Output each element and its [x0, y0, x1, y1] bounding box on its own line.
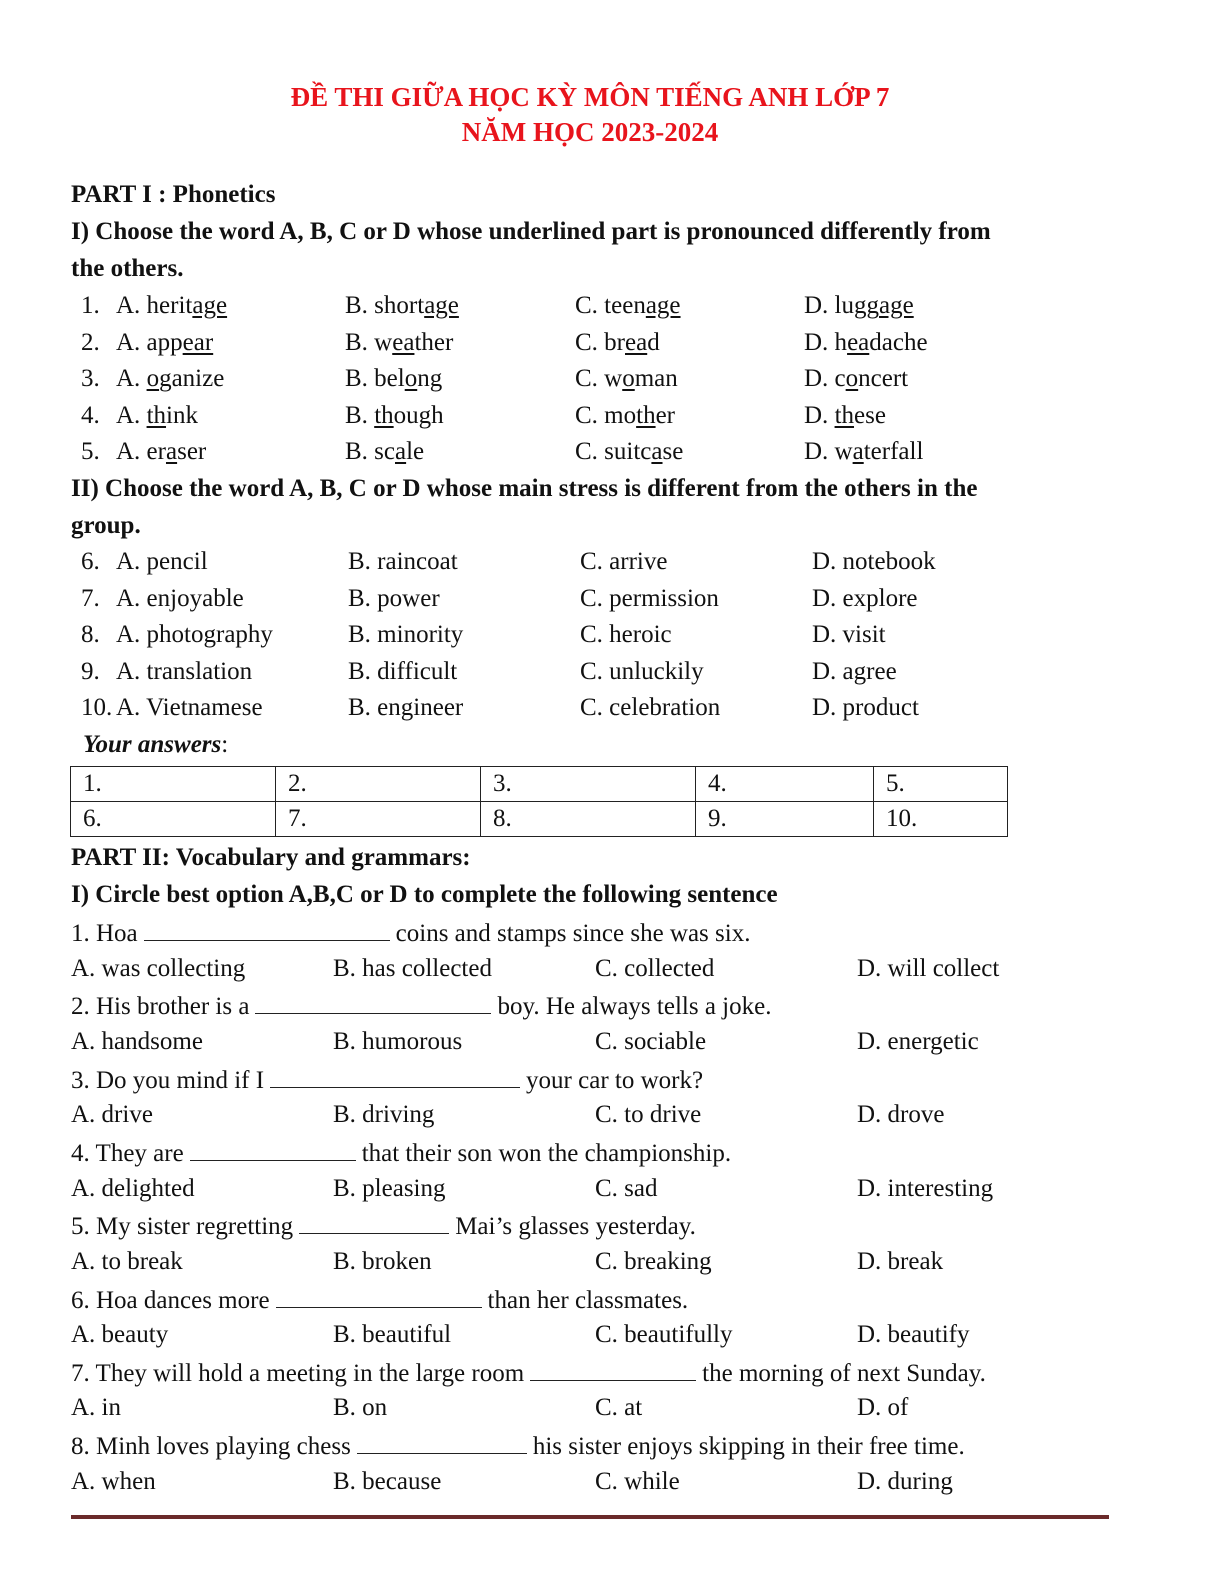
underlined-part: th: [146, 401, 167, 429]
question-sentence: 7. They will hold a meeting in the large room the morning of next Sunday.: [71, 1359, 986, 1387]
option-c[interactable]: C. unluckily: [580, 657, 704, 685]
answer-cell[interactable]: 1.: [71, 767, 276, 802]
option-b[interactable]: B. though: [345, 401, 444, 429]
question-number: 4.: [81, 401, 100, 429]
exam-title: ĐỀ THI GIỮA HỌC KỲ MÔN TIẾNG ANH LỚP 7: [290, 82, 890, 112]
underlined-part: ea: [847, 328, 870, 356]
option-c[interactable]: C. arrive: [580, 548, 668, 575]
underlined-part: ea: [392, 328, 415, 356]
answer-cell[interactable]: 7.: [276, 802, 481, 837]
option-b[interactable]: B. weather: [345, 328, 454, 356]
underlined-part: age: [645, 292, 681, 319]
part1-heading: PART I : Phonetics: [71, 181, 276, 208]
question-number: 7.: [81, 584, 100, 612]
option-a[interactable]: A. Vietnamese: [116, 694, 263, 722]
option-c[interactable]: C. breaking: [595, 1247, 712, 1275]
option-a[interactable]: A. oganize: [116, 365, 225, 393]
option-a[interactable]: A. to break: [71, 1247, 183, 1275]
option-d[interactable]: D. energetic: [857, 1027, 979, 1055]
answer-blank[interactable]: [190, 1138, 356, 1161]
underlined-part: th: [374, 401, 394, 429]
answer-blank[interactable]: [299, 1211, 449, 1234]
question-sentence: 4. They are that their son won the championship.: [71, 1139, 732, 1167]
answers-label-colon: :: [221, 731, 229, 758]
option-a[interactable]: A. translation: [116, 657, 253, 685]
option-b[interactable]: B. because: [333, 1467, 442, 1495]
answer-cell[interactable]: 4.: [696, 767, 874, 802]
answer-blank[interactable]: [270, 1065, 520, 1088]
option-b[interactable]: B. shortage: [345, 292, 459, 319]
question-number: 9.: [81, 657, 100, 685]
option-c[interactable]: C. bread: [575, 328, 660, 356]
option-b[interactable]: B. humorous: [333, 1027, 463, 1055]
option-d[interactable]: D. waterfall: [804, 438, 924, 466]
option-d[interactable]: D. headache: [804, 328, 928, 356]
option-d[interactable]: D. of: [857, 1394, 909, 1422]
option-b[interactable]: B. minority: [348, 621, 464, 649]
option-c[interactable]: C. beautifully: [595, 1321, 733, 1349]
option-c[interactable]: C. to drive: [595, 1101, 702, 1129]
option-d[interactable]: D. explore: [812, 584, 918, 612]
question-sentence: 1. Hoa coins and stamps since she was six.: [71, 920, 751, 947]
option-b[interactable]: B. difficult: [348, 657, 458, 685]
answer-cell[interactable]: 2.: [276, 767, 481, 802]
option-c[interactable]: C. suitcase: [575, 438, 684, 466]
answer-blank[interactable]: [357, 1431, 527, 1454]
option-a[interactable]: A. in: [71, 1394, 121, 1422]
underlined-part: a: [852, 438, 864, 466]
option-c[interactable]: C. collected: [595, 954, 715, 982]
option-b[interactable]: B. belong: [345, 365, 443, 393]
option-d[interactable]: D. drove: [857, 1101, 945, 1129]
part1-sec2-instruction-cont: group.: [71, 512, 141, 539]
option-d[interactable]: D. agree: [812, 657, 897, 685]
answer-blank[interactable]: [530, 1358, 696, 1381]
option-c[interactable]: C. heroic: [580, 621, 672, 649]
part2-sec1-instruction: I) Circle best option A,B,C or D to complete the following sentence: [71, 881, 778, 908]
question-number: 8.: [81, 621, 100, 649]
option-a[interactable]: A. photography: [116, 621, 273, 649]
underlined-part: a: [395, 438, 407, 466]
option-c[interactable]: C. woman: [575, 365, 678, 393]
question-number: 5.: [81, 438, 100, 466]
answer-cell[interactable]: 10.: [874, 802, 1008, 837]
exam-year: NĂM HỌC 2023-2024: [461, 117, 719, 147]
underlined-part: age: [192, 292, 228, 319]
option-b[interactable]: B. raincoat: [348, 548, 458, 575]
option-c[interactable]: C. celebration: [580, 694, 721, 722]
option-d[interactable]: D. during: [857, 1467, 953, 1495]
option-a[interactable]: A. eraser: [116, 438, 207, 466]
option-d[interactable]: D. break: [857, 1247, 944, 1275]
option-c[interactable]: C. while: [595, 1467, 680, 1495]
question-number: 10.: [81, 694, 113, 722]
answer-blank[interactable]: [144, 918, 390, 941]
question-number: 2.: [81, 328, 100, 356]
footer-divider: [71, 1515, 1109, 1519]
option-b[interactable]: B. engineer: [348, 694, 464, 722]
answer-cell[interactable]: 5.: [874, 767, 1008, 802]
question-sentence: 2. His brother is a boy. He always tells a joke.: [71, 993, 772, 1021]
answer-cell[interactable]: 3.: [481, 767, 696, 802]
option-b[interactable]: B. pleasing: [333, 1174, 446, 1202]
underlined-part: ear: [182, 328, 214, 356]
option-b[interactable]: B. broken: [333, 1247, 432, 1275]
option-b[interactable]: B. on: [333, 1394, 388, 1422]
option-a[interactable]: A. think: [116, 401, 198, 429]
option-d[interactable]: D. interesting: [857, 1174, 994, 1202]
question-sentence: 6. Hoa dances more than her classmates.: [71, 1286, 689, 1314]
underlined-part: o: [622, 365, 635, 393]
underlined-part: age: [879, 292, 914, 319]
option-d[interactable]: D. visit: [812, 621, 886, 649]
option-c[interactable]: C. sad: [595, 1174, 658, 1202]
answer-cell[interactable]: 8.: [481, 802, 696, 837]
option-a[interactable]: A. was collecting: [71, 954, 246, 982]
answer-cell[interactable]: 9.: [696, 802, 874, 837]
option-d[interactable]: D. product: [812, 694, 919, 722]
underlined-part: o: [845, 365, 859, 393]
option-c[interactable]: C. sociable: [595, 1027, 707, 1055]
part2-heading: PART II: Vocabulary and grammars:: [71, 844, 471, 871]
question-number: 1.: [81, 292, 100, 319]
option-d[interactable]: D. concert: [804, 365, 909, 393]
option-d[interactable]: D. beautify: [857, 1321, 970, 1349]
underlined-part: a: [165, 438, 178, 466]
option-a[interactable]: A. handsome: [71, 1027, 203, 1055]
question-number: 6.: [81, 548, 100, 575]
question-number: 3.: [81, 365, 100, 393]
option-b[interactable]: B. scale: [345, 438, 425, 466]
option-a[interactable]: A. beauty: [71, 1321, 169, 1349]
underlined-part: o: [404, 365, 418, 393]
option-a[interactable]: A. delighted: [71, 1174, 195, 1202]
option-c[interactable]: C. at: [595, 1394, 643, 1422]
question-sentence: 8. Minh loves playing chess his sister enjoys skipping in their free time.: [71, 1433, 965, 1461]
option-a[interactable]: A. drive: [71, 1101, 153, 1129]
option-b[interactable]: B. driving: [333, 1101, 435, 1129]
answer-grid: [70, 766, 1008, 837]
answer-cell[interactable]: 6.: [71, 802, 276, 837]
part1-sec1-instruction: I) Choose the word A, B, C or D whose underlined part is pronounced differently from: [71, 218, 991, 245]
part1-sec2-instruction: II) Choose the word A, B, C or D whose main stress is different from the others in the: [71, 475, 978, 502]
option-a[interactable]: A. pencil: [116, 548, 208, 575]
option-a[interactable]: A. when: [71, 1467, 156, 1495]
option-c[interactable]: C. teenage: [575, 292, 681, 319]
option-c[interactable]: C. permission: [580, 584, 719, 612]
answers-label: [83, 731, 228, 759]
answer-grid-row: [71, 767, 1008, 802]
underlined-part: ea: [625, 328, 648, 356]
underlined-part: a: [651, 438, 663, 466]
answer-grid-row: [71, 802, 1008, 837]
question-sentence: 3. Do you mind if I your car to work?: [71, 1066, 704, 1094]
underlined-part: age: [424, 292, 459, 319]
option-a[interactable]: A. appear: [116, 328, 214, 356]
option-b[interactable]: B. beautiful: [333, 1321, 452, 1349]
answer-blank[interactable]: [276, 1285, 482, 1308]
answers-label-text: Your answers: [83, 731, 222, 758]
option-a[interactable]: A. enjoyable: [116, 584, 244, 612]
option-c[interactable]: C. mother: [575, 401, 675, 429]
option-b[interactable]: B. power: [348, 584, 440, 612]
option-d[interactable]: D. luggage: [804, 292, 914, 319]
option-a[interactable]: A. heritage: [116, 292, 228, 319]
question-sentence: 5. My sister regretting Mai’s glasses yesterday.: [71, 1213, 696, 1241]
underlined-part: o: [146, 365, 160, 393]
option-d[interactable]: D. will collect: [857, 954, 1000, 982]
underlined-part: th: [834, 401, 855, 429]
option-b[interactable]: B. has collected: [333, 954, 492, 982]
underlined-part: th: [636, 401, 656, 429]
part1-sec1-instruction-cont: the others.: [71, 255, 184, 282]
option-d[interactable]: D. these: [804, 401, 886, 429]
option-d[interactable]: D. notebook: [812, 548, 936, 575]
answer-blank[interactable]: [255, 991, 491, 1014]
